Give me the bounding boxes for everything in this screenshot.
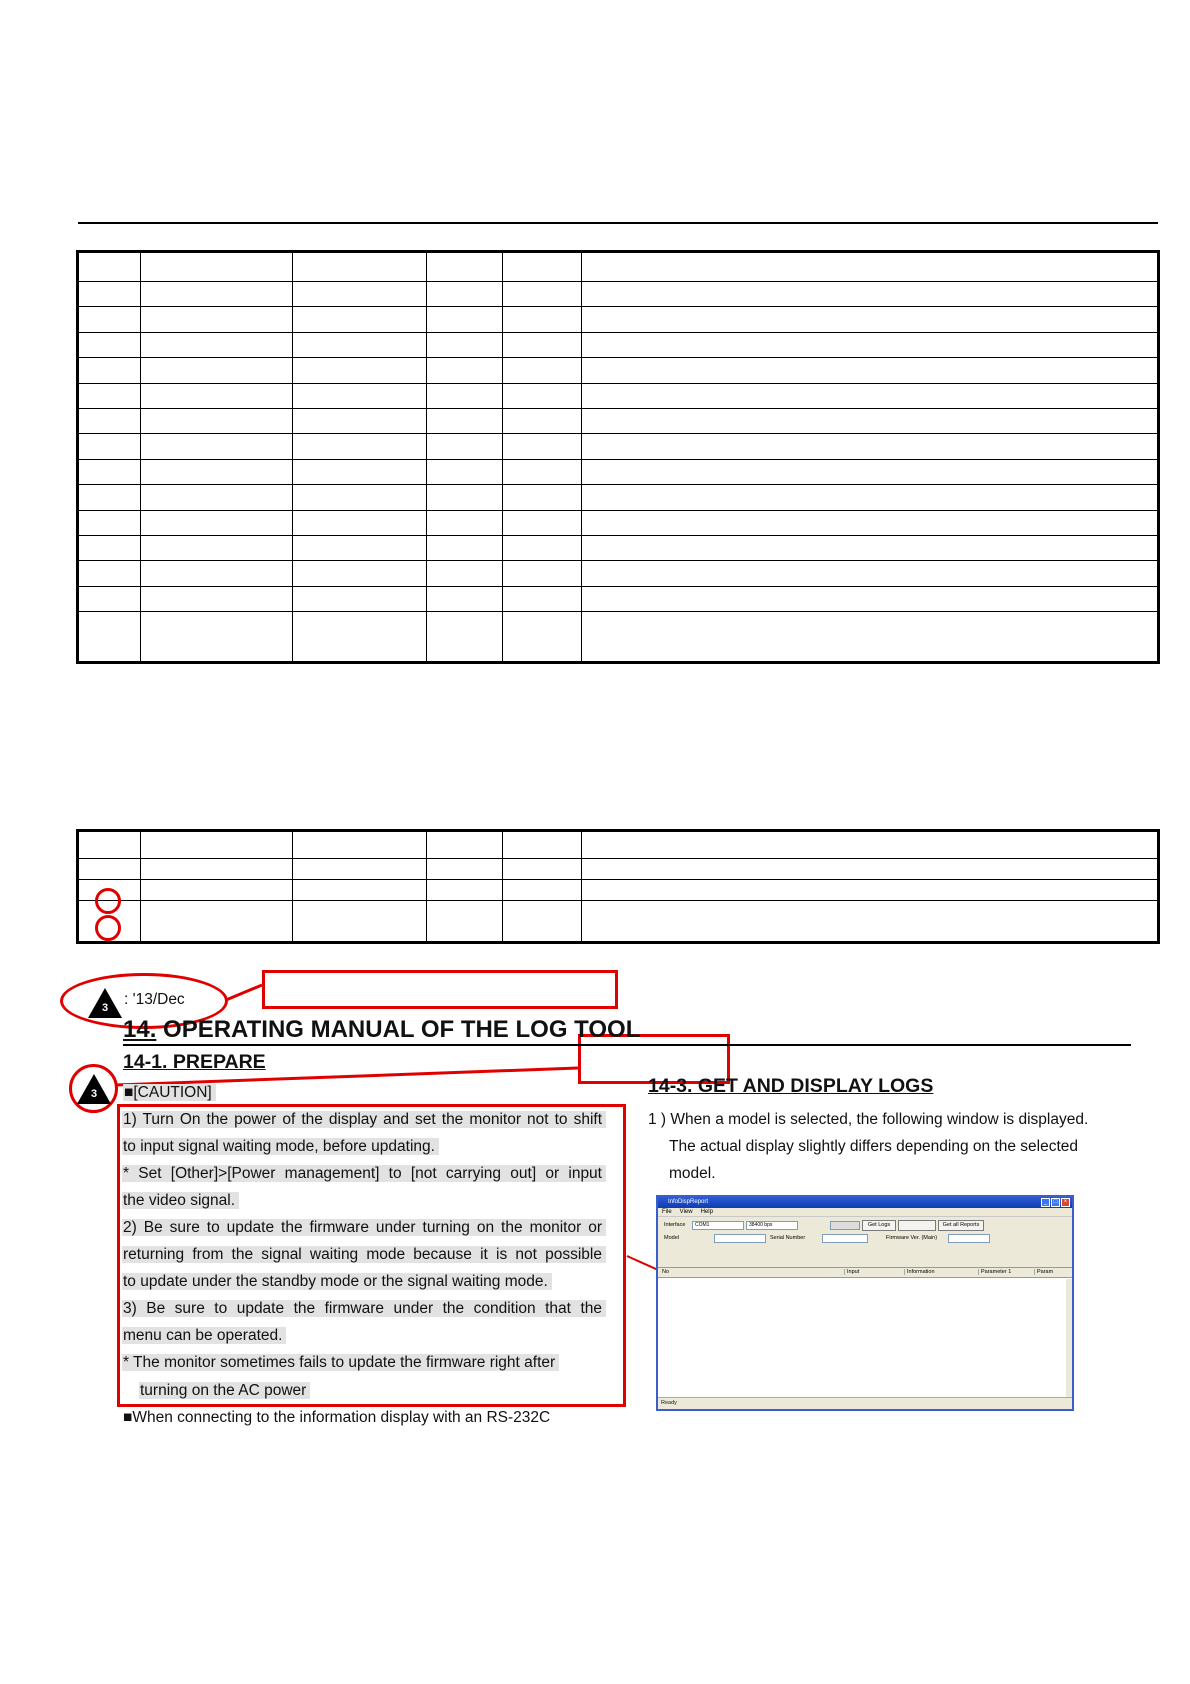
caution-line: * The monitor sometimes fails to update the firmware right after [122,1353,559,1373]
menu-view[interactable]: View [679,1209,693,1215]
firmware-label: Firmware Ver. (Main) [886,1235,938,1241]
col-no: No [662,1269,670,1275]
caution-line: 2) Be sure to update the firmware under turning on the monitor or [122,1218,606,1238]
menu-help[interactable]: Help [700,1209,713,1215]
caution-label: ■[CAUTION] [123,1083,216,1103]
status-bar [658,1397,1072,1409]
caution-line: 1) Turn On the power of the display and set the monitor not to shift [122,1110,606,1130]
caution-line: menu can be operated. [122,1326,286,1346]
log-list-area[interactable] [658,1279,1072,1397]
status-text: Ready [661,1400,677,1406]
col-information: Information [904,1269,935,1275]
col-param: Param [1034,1269,1053,1275]
serial-label: Serial Number [770,1235,806,1241]
section-title-text: OPERATING MANUAL OF THE LOG TOOL [156,1016,641,1043]
right-text-line: 1 ) When a model is selected, the following window is displayed. [648,1111,1089,1128]
get-logs-button[interactable]: Get Logs [862,1220,896,1231]
caution-line: * Set [Other]>[Power management] to [not carrying out] or input [122,1164,606,1184]
log-list-header [658,1267,1072,1278]
caution-line: to update under the standby mode or the signal waiting mode. [122,1272,552,1292]
revision-number: 3 [90,1088,98,1100]
rs232-note: ■When connecting to the information display with an RS-232C [123,1409,551,1426]
interface-select[interactable]: COM1 [692,1221,744,1230]
window-titlebar [658,1197,1072,1208]
subsection-prepare: 14-1. PREPARE [123,1051,266,1073]
caution-line: to input signal waiting mode, before updating. [122,1137,439,1157]
section-title [123,1016,640,1044]
col-parameter-1: Parameter 1 [978,1269,1011,1275]
model-label: Model [664,1235,679,1241]
window-menubar [658,1208,1072,1217]
serial-field [822,1234,868,1243]
caution-line: 3) Be sure to update the firmware under the condition that the [122,1299,606,1319]
caution-line: the video signal. [122,1191,239,1211]
menu-file[interactable]: File [662,1209,672,1215]
caution-line: turning on the AC power [139,1381,310,1401]
right-text-line: The actual display slightly differs depending on the selected [669,1138,1079,1155]
revision-date: : '13/Dec [124,991,185,1008]
log-tool-window [656,1195,1074,1411]
interface-label: Interface [664,1222,686,1228]
subsection-get-logs: 14-3. GET AND DISPLAY LOGS [648,1075,934,1097]
revision-number: 3 [101,1002,109,1014]
model-field [714,1234,766,1243]
right-text-line: model. [669,1165,716,1182]
close-icon[interactable]: × [1061,1198,1070,1207]
window-title: InfoDispReport [668,1199,709,1205]
option-select[interactable] [830,1221,860,1230]
baud-select[interactable]: 38400 bps [746,1221,798,1230]
section-rule [123,1044,1131,1046]
minimize-icon[interactable]: _ [1041,1198,1050,1207]
col-input: Input [844,1269,859,1275]
section-number: 14. [123,1016,157,1043]
firmware-field [948,1234,990,1243]
disabled-button [898,1220,936,1231]
maximize-icon[interactable]: □ [1051,1198,1060,1207]
get-all-reports-button[interactable]: Get all Reports [938,1220,984,1231]
window-toolbar [658,1217,1072,1277]
caution-line: returning from the signal waiting mode because it is not possible [122,1245,606,1265]
